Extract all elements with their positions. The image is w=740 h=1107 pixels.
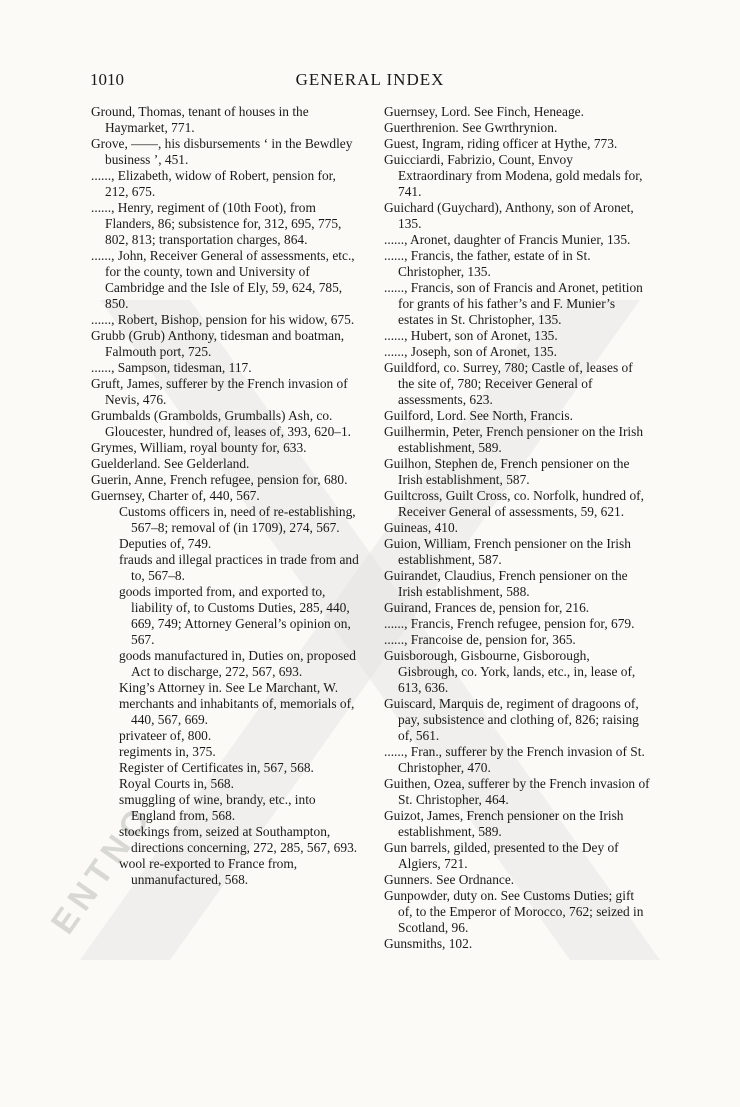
index-entry: Guilhermin, Peter, French pensioner on the Irish establishment, 589. — [384, 424, 644, 455]
index-subentry: goods imported from, and exported to, liability of, to Customs Duties, 285, 440, 669, 749; Attorney General’s opinion on, 567. — [119, 584, 351, 647]
index-entry: ......, John, Receiver General of assessments, etc., for the county, town and University of Cambridge and the Isle of Ely, 59, 624, 785, 850. — [91, 248, 355, 311]
index-entry: Guerin, Anne, French refugee, pension for, 680. — [91, 472, 348, 487]
index-entry: Ground, Thomas, tenant of houses in the Haymarket, 771. — [91, 104, 309, 135]
index-entry: Guirandet, Claudius, French pensioner on the Irish establishment, 588. — [384, 568, 628, 599]
index-entry: Grove, ——, his disbursements ‘ in the Bewdley business ’, 451. — [91, 136, 353, 167]
index-entry: Gruft, James, sufferer by the French invasion of Nevis, 476. — [91, 376, 348, 407]
index-column-left — [91, 104, 359, 888]
watermark-text: ENTNO — [43, 797, 161, 941]
index-entry: Guichard (Guychard), Anthony, son of Aronet, 135. — [384, 200, 634, 231]
index-entry: Gunsmiths, 102. — [384, 936, 473, 951]
index-subentry: Register of Certificates in, 567, 568. — [119, 760, 314, 775]
index-entry: Gun barrels, gilded, presented to the Dey of Algiers, 721. — [384, 840, 619, 871]
index-entry: Guest, Ingram, riding officer at Hythe, 773. — [384, 136, 618, 151]
index-subentry: Royal Courts in, 568. — [119, 776, 234, 791]
index-subentry: privateer of, 800. — [119, 728, 212, 743]
index-subentry: merchants and inhabitants of, memorials of, 440, 567, 669. — [119, 696, 355, 727]
index-column-right — [384, 104, 650, 952]
index-entry: Gunners. See Ordnance. — [384, 872, 515, 887]
index-subentry: Customs officers in, need of re-establishing, 567–8; removal of (in 1709), 274, 567. — [119, 504, 356, 535]
index-entry: ......, Francis, French refugee, pension for, 679. — [384, 616, 635, 631]
index-entry: ......, Joseph, son of Aronet, 135. — [384, 344, 557, 359]
index-entry: ......, Sampson, tidesman, 117. — [91, 360, 252, 375]
index-subentry: regiments in, 375. — [119, 744, 216, 759]
index-entry: Grymes, William, royal bounty for, 633. — [91, 440, 307, 455]
index-subentry: stockings from, seized at Southampton, directions concerning, 272, 285, 567, 693. — [119, 824, 358, 855]
index-entry: Guion, William, French pensioner on the Irish establishment, 587. — [384, 536, 631, 567]
index-entry: ......, Aronet, daughter of Francis Munier, 135. — [384, 232, 631, 247]
index-subentry: goods manufactured in, Duties on, proposed Act to discharge, 272, 567, 693. — [119, 648, 356, 679]
index-entry: Guiscard, Marquis de, regiment of dragoons of, pay, subsistence and clothing of, 826; raising of, 561. — [384, 696, 639, 743]
index-subentry: smuggling of wine, brandy, etc., into England from, 568. — [119, 792, 316, 823]
running-title: GENERAL INDEX — [295, 70, 445, 89]
page-header — [90, 70, 650, 94]
index-subentry: Deputies of, 749. — [119, 536, 212, 551]
index-entry: ......, Francis, the father, estate of in St. Christopher, 135. — [384, 248, 591, 279]
index-entry: Guildford, co. Surrey, 780; Castle of, leases of the site of, 780; Receiver General of assessments, 623. — [384, 360, 633, 407]
index-entry: Guilhon, Stephen de, French pensioner on the Irish establishment, 587. — [384, 456, 630, 487]
index-subentry: King’s Attorney in. See Le Marchant, W. — [119, 680, 339, 695]
index-subentry: wool re-exported to France from, unmanufactured, 568. — [119, 856, 298, 887]
index-entry: ......, Robert, Bishop, pension for his widow, 675. — [91, 312, 355, 327]
index-entry: Guerthrenion. See Gwrthrynion. — [384, 120, 558, 135]
index-entry: Guilford, Lord. See North, Francis. — [384, 408, 573, 423]
index-entry: ......, Francis, son of Francis and Aronet, petition for grants of his father’s and F. Munier’s estates in St. Christopher, 135. — [384, 280, 643, 327]
index-entry: Guineas, 410. — [384, 520, 459, 535]
index-entry: Grumbalds (Grambolds, Grumballs) Ash, co. Gloucester, hundred of, leases of, 393, 620–1. — [91, 408, 352, 439]
index-entry: Grubb (Grub) Anthony, tidesman and boatman, Falmouth port, 725. — [91, 328, 345, 359]
index-entry: Guernsey, Charter of, 440, 567. — [91, 488, 260, 503]
page-number: 1010 — [90, 70, 124, 89]
index-entry: Guirand, Frances de, pension for, 216. — [384, 600, 590, 615]
index-entry: Guicciardi, Fabrizio, Count, Envoy Extraordinary from Modena, gold medals for, 741. — [384, 152, 643, 199]
index-entry: ......, Fran., sufferer by the French invasion of St. Christopher, 470. — [384, 744, 645, 775]
index-subentry: frauds and illegal practices in trade from and to, 567–8. — [119, 552, 359, 583]
index-entry: ......, Elizabeth, widow of Robert, pension for, 212, 675. — [91, 168, 336, 199]
index-entry: Guelderland. See Gelderland. — [91, 456, 250, 471]
index-entry: Guernsey, Lord. See Finch, Heneage. — [384, 104, 584, 119]
index-entry: Guiltcross, Guilt Cross, co. Norfolk, hundred of, Receiver General of assessments, 59, 621. — [384, 488, 644, 519]
index-entry: Guizot, James, French pensioner on the Irish establishment, 589. — [384, 808, 624, 839]
index-entry: Gunpowder, duty on. See Customs Duties; gift of, to the Emperor of Morocco, 762; seized in Scotland, 96. — [384, 888, 644, 935]
index-entry: ......, Henry, regiment of (10th Foot), from Flanders, 86; subsistence for, 312, 695, 775, 802, 813; transportation charges, 864. — [91, 200, 342, 247]
index-entry: Guithen, Ozea, sufferer by the French invasion of St. Christopher, 464. — [384, 776, 650, 807]
index-entry: ......, Francoise de, pension for, 365. — [384, 632, 576, 647]
index-entry: ......, Hubert, son of Aronet, 135. — [384, 328, 558, 343]
index-entry: Guisborough, Gisbourne, Gisborough, Gisbrough, co. York, lands, etc., in, lease of, 613, 636. — [384, 648, 636, 695]
